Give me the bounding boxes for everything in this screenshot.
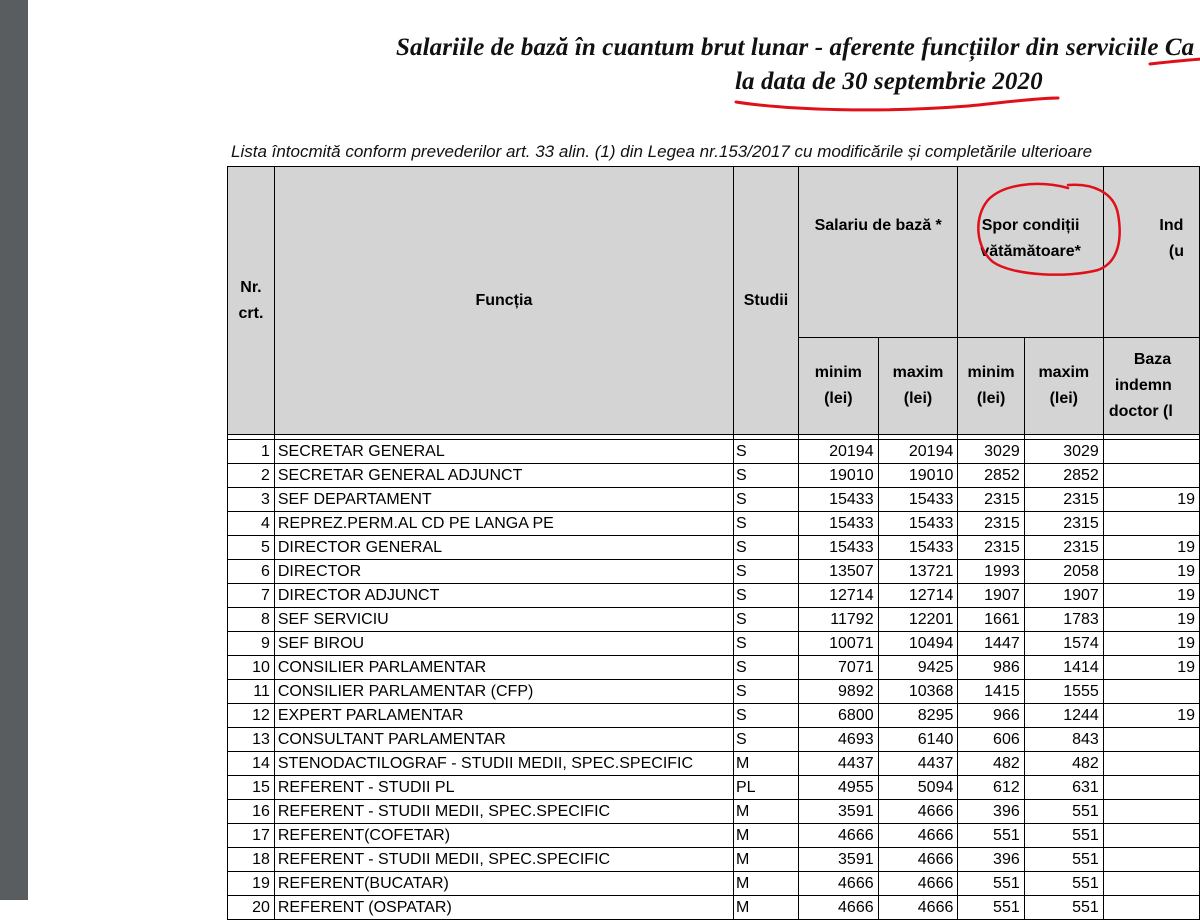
cell-functia: DIRECTOR ADJUNCT: [274, 584, 733, 608]
cell-nr: 8: [228, 608, 275, 632]
cell-spor-minim: 606: [958, 728, 1024, 752]
cell-functia: SEF BIROU: [274, 632, 733, 656]
cell-baza-indemnizatie: [1103, 680, 1199, 704]
cell-studii: PL: [733, 776, 798, 800]
cell-functia: CONSILIER PARLAMENTAR (CFP): [274, 680, 733, 704]
table-row: [228, 872, 1200, 896]
table-row: [228, 824, 1200, 848]
cell-spor-maxim: 3029: [1024, 440, 1103, 464]
cell-spor-maxim: 1907: [1024, 584, 1103, 608]
cell-salariu-maxim: 15433: [878, 512, 958, 536]
cell-functia: REFERENT - STUDII MEDII, SPEC.SPECIFIC: [274, 848, 733, 872]
header-sal-minim-unit: (lei): [824, 390, 853, 407]
cell-studii: S: [733, 536, 798, 560]
cell-baza-indemnizatie: [1103, 800, 1199, 824]
cell-nr: 12: [228, 704, 275, 728]
cell-spor-maxim: 1783: [1024, 608, 1103, 632]
table-row: [228, 896, 1200, 920]
header-sal-maxim: [878, 338, 958, 435]
table-row: [228, 488, 1200, 512]
cell-salariu-minim: 4666: [799, 824, 879, 848]
cell-salariu-minim: 12714: [799, 584, 879, 608]
cell-baza-indemnizatie: 19: [1103, 488, 1199, 512]
cell-functia: REFERENT(BUCATAR): [274, 872, 733, 896]
cell-functia: REFERENT (OSPATAR): [274, 896, 733, 920]
cell-spor-minim: 482: [958, 752, 1024, 776]
cell-functia: CONSILIER PARLAMENTAR: [274, 656, 733, 680]
cell-spor-maxim: 1555: [1024, 680, 1103, 704]
cell-salariu-minim: 7071: [799, 656, 879, 680]
table-row: [228, 464, 1200, 488]
cell-studii: S: [733, 656, 798, 680]
cell-salariu-minim: 3591: [799, 848, 879, 872]
cell-salariu-maxim: 4666: [878, 800, 958, 824]
header-sal-minim-label: minim: [814, 364, 862, 381]
header-studii: Studii: [733, 167, 798, 435]
cell-studii: S: [733, 632, 798, 656]
cell-studii: M: [733, 872, 798, 896]
cell-baza-indemnizatie: 19: [1103, 536, 1199, 560]
cell-baza-indemnizatie: 19: [1103, 584, 1199, 608]
header-baza-line1: Baza: [1133, 351, 1172, 368]
cell-nr: 1: [228, 440, 275, 464]
cell-studii: S: [733, 680, 798, 704]
cell-studii: M: [733, 896, 798, 920]
cell-spor-maxim: 551: [1024, 896, 1103, 920]
cell-studii: S: [733, 608, 798, 632]
cell-functia: DIRECTOR GENERAL: [274, 536, 733, 560]
cell-spor-maxim: 1414: [1024, 656, 1103, 680]
cell-functia: SECRETAR GENERAL: [274, 440, 733, 464]
cell-spor-maxim: 482: [1024, 752, 1103, 776]
document-subtitle: Lista întocmită conform prevederilor art. 33 alin. (1) din Legea nr.153/2017 cu modificările și completările ulterioare: [231, 142, 1093, 161]
cell-spor-maxim: 1574: [1024, 632, 1103, 656]
cell-salariu-maxim: 12714: [878, 584, 958, 608]
cell-spor-minim: 2315: [958, 512, 1024, 536]
cell-nr: 15: [228, 776, 275, 800]
cell-nr: 13: [228, 728, 275, 752]
cell-salariu-maxim: 8295: [878, 704, 958, 728]
cell-spor-minim: 396: [958, 800, 1024, 824]
cell-salariu-maxim: 5094: [878, 776, 958, 800]
header-indemnizatie: [1103, 167, 1199, 338]
cell-nr: 3: [228, 488, 275, 512]
table-row: [228, 728, 1200, 752]
cell-salariu-minim: 4437: [799, 752, 879, 776]
cell-studii: S: [733, 560, 798, 584]
cell-studii: M: [733, 752, 798, 776]
cell-spor-minim: 2315: [958, 488, 1024, 512]
cell-baza-indemnizatie: [1103, 512, 1199, 536]
cell-spor-maxim: 2315: [1024, 512, 1103, 536]
cell-baza-indemnizatie: [1103, 824, 1199, 848]
table-row: [228, 848, 1200, 872]
cell-baza-indemnizatie: [1103, 728, 1199, 752]
cell-spor-minim: 2315: [958, 536, 1024, 560]
cell-studii: M: [733, 824, 798, 848]
table-row: [228, 440, 1200, 464]
cell-spor-minim: 1447: [958, 632, 1024, 656]
header-sal-maxim-label: maxim: [892, 364, 944, 381]
cell-functia: DIRECTOR: [274, 560, 733, 584]
header-baza-line3: doctor (l: [1108, 403, 1173, 420]
cell-baza-indemnizatie: [1103, 752, 1199, 776]
header-spor-minim: [958, 338, 1024, 435]
cell-spor-minim: 551: [958, 872, 1024, 896]
header-baza: [1103, 338, 1199, 435]
cell-nr: 4: [228, 512, 275, 536]
cell-functia: EXPERT PARLAMENTAR: [274, 704, 733, 728]
cell-baza-indemnizatie: [1103, 440, 1199, 464]
table-row: [228, 752, 1200, 776]
cell-spor-minim: 3029: [958, 440, 1024, 464]
cell-spor-maxim: 1244: [1024, 704, 1103, 728]
table-row: [228, 656, 1200, 680]
cell-studii: S: [733, 728, 798, 752]
cell-nr: 5: [228, 536, 275, 560]
salary-table: [227, 166, 1200, 920]
cell-spor-maxim: 551: [1024, 800, 1103, 824]
cell-salariu-maxim: 4666: [878, 872, 958, 896]
cell-baza-indemnizatie: 19: [1103, 632, 1199, 656]
cell-nr: 14: [228, 752, 275, 776]
cell-spor-maxim: 2058: [1024, 560, 1103, 584]
cell-nr: 6: [228, 560, 275, 584]
header-ind-line1: Ind: [1159, 217, 1184, 234]
cell-studii: S: [733, 440, 798, 464]
cell-spor-maxim: 2315: [1024, 536, 1103, 560]
table-row: [228, 560, 1200, 584]
cell-salariu-minim: 13507: [799, 560, 879, 584]
cell-salariu-minim: 11792: [799, 608, 879, 632]
cell-salariu-minim: 6800: [799, 704, 879, 728]
cell-salariu-minim: 9892: [799, 680, 879, 704]
cell-functia: SEF SERVICIU: [274, 608, 733, 632]
cell-functia: REPREZ.PERM.AL CD PE LANGA PE: [274, 512, 733, 536]
cell-salariu-minim: 15433: [799, 488, 879, 512]
cell-salariu-maxim: 4666: [878, 824, 958, 848]
header-spor-maxim: [1024, 338, 1103, 435]
cell-salariu-maxim: 10494: [878, 632, 958, 656]
cell-nr: 11: [228, 680, 275, 704]
cell-salariu-minim: 4955: [799, 776, 879, 800]
header-sal-maxim-unit: (lei): [903, 390, 933, 407]
table-body: [228, 435, 1200, 920]
header-nr-line2: crt.: [238, 304, 264, 322]
cell-studii: S: [733, 464, 798, 488]
cell-spor-maxim: 843: [1024, 728, 1103, 752]
cell-studii: M: [733, 848, 798, 872]
cell-baza-indemnizatie: 19: [1103, 704, 1199, 728]
cell-salariu-maxim: 15433: [878, 536, 958, 560]
cell-salariu-maxim: 10368: [878, 680, 958, 704]
header-nr: [228, 167, 275, 435]
cell-spor-minim: 2852: [958, 464, 1024, 488]
cell-salariu-maxim: 13721: [878, 560, 958, 584]
cell-nr: 17: [228, 824, 275, 848]
cell-spor-minim: 1993: [958, 560, 1024, 584]
cell-spor-maxim: 2315: [1024, 488, 1103, 512]
table-row: [228, 680, 1200, 704]
cell-functia: REFERENT - STUDII PL: [274, 776, 733, 800]
cell-studii: S: [733, 704, 798, 728]
cell-nr: 7: [228, 584, 275, 608]
cell-spor-maxim: 2852: [1024, 464, 1103, 488]
cell-spor-minim: 1415: [958, 680, 1024, 704]
cell-nr: 18: [228, 848, 275, 872]
cell-salariu-minim: 10071: [799, 632, 879, 656]
header-spor-minim-unit: (lei): [976, 390, 1006, 407]
cell-spor-maxim: 631: [1024, 776, 1103, 800]
cell-baza-indemnizatie: 19: [1103, 656, 1199, 680]
cell-salariu-minim: 4693: [799, 728, 879, 752]
cell-functia: CONSULTANT PARLAMENTAR: [274, 728, 733, 752]
cell-spor-minim: 396: [958, 848, 1024, 872]
cell-nr: 20: [228, 896, 275, 920]
cell-spor-minim: 1907: [958, 584, 1024, 608]
cell-nr: 16: [228, 800, 275, 824]
document-title-line1: Salariile de bază în cuantum brut lunar - aferente funcțiilor din serviciile Ca: [396, 34, 1195, 61]
cell-salariu-minim: 4666: [799, 896, 879, 920]
cell-baza-indemnizatie: [1103, 848, 1199, 872]
cell-functia: SEF DEPARTAMENT: [274, 488, 733, 512]
cell-baza-indemnizatie: [1103, 896, 1199, 920]
cell-baza-indemnizatie: 19: [1103, 560, 1199, 584]
header-spor-line1: Spor condiții: [981, 217, 1080, 234]
cell-salariu-maxim: 4666: [878, 896, 958, 920]
cell-spor-minim: 551: [958, 896, 1024, 920]
cell-nr: 9: [228, 632, 275, 656]
header-spor-maxim-label: maxim: [1038, 364, 1090, 381]
cell-functia: REFERENT - STUDII MEDII, SPEC.SPECIFIC: [274, 800, 733, 824]
cell-baza-indemnizatie: [1103, 464, 1199, 488]
viewer-left-gutter: [0, 0, 28, 900]
header-spor: [958, 167, 1103, 338]
cell-salariu-maxim: 20194: [878, 440, 958, 464]
table-row: [228, 584, 1200, 608]
cell-salariu-minim: 3591: [799, 800, 879, 824]
table-row: [228, 632, 1200, 656]
header-spor-minim-label: minim: [967, 364, 1015, 381]
cell-studii: S: [733, 488, 798, 512]
cell-salariu-maxim: 15433: [878, 488, 958, 512]
document-title-line2: la data de 30 septembrie 2020: [735, 68, 1043, 95]
cell-salariu-maxim: 12201: [878, 608, 958, 632]
cell-studii: M: [733, 800, 798, 824]
cell-salariu-maxim: 6140: [878, 728, 958, 752]
cell-salariu-minim: 4666: [799, 872, 879, 896]
header-spor-maxim-unit: (lei): [1049, 390, 1079, 407]
cell-baza-indemnizatie: 19: [1103, 608, 1199, 632]
cell-spor-minim: 986: [958, 656, 1024, 680]
table-row: [228, 776, 1200, 800]
cell-spor-minim: 551: [958, 824, 1024, 848]
table-row: [228, 536, 1200, 560]
cell-spor-maxim: 551: [1024, 824, 1103, 848]
header-baza-line2: indemn: [1114, 377, 1172, 394]
table-row: [228, 512, 1200, 536]
cell-salariu-maxim: 4666: [878, 848, 958, 872]
cell-salariu-maxim: 9425: [878, 656, 958, 680]
cell-salariu-minim: 15433: [799, 512, 879, 536]
header-sal-minim: [799, 338, 879, 435]
table-row: [228, 608, 1200, 632]
cell-salariu-minim: 19010: [799, 464, 879, 488]
cell-salariu-minim: 15433: [799, 536, 879, 560]
cell-studii: S: [733, 584, 798, 608]
header-functia: Funcția: [274, 167, 733, 435]
header-nr-line1: Nr.: [240, 278, 262, 296]
cell-nr: 19: [228, 872, 275, 896]
cell-salariu-maxim: 19010: [878, 464, 958, 488]
cell-studii: S: [733, 512, 798, 536]
header-spor-line2: vătămătoare*: [980, 243, 1081, 260]
cell-spor-maxim: 551: [1024, 848, 1103, 872]
cell-spor-minim: 966: [958, 704, 1024, 728]
cell-functia: SECRETAR GENERAL ADJUNCT: [274, 464, 733, 488]
cell-baza-indemnizatie: [1103, 872, 1199, 896]
cell-functia: STENODACTILOGRAF - STUDII MEDII, SPEC.SPECIFIC: [274, 752, 733, 776]
cell-salariu-minim: 20194: [799, 440, 879, 464]
cell-salariu-maxim: 4437: [878, 752, 958, 776]
cell-nr: 10: [228, 656, 275, 680]
header-salariu: Salariu de bază *: [799, 167, 958, 338]
red-underline-date: [736, 98, 1058, 110]
header-ind-line2: (u: [1168, 243, 1184, 260]
cell-baza-indemnizatie: [1103, 776, 1199, 800]
cell-nr: 2: [228, 464, 275, 488]
cell-spor-maxim: 551: [1024, 872, 1103, 896]
table-row: [228, 704, 1200, 728]
cell-spor-minim: 1661: [958, 608, 1024, 632]
table-row: [228, 800, 1200, 824]
cell-spor-minim: 612: [958, 776, 1024, 800]
cell-functia: REFERENT(COFETAR): [274, 824, 733, 848]
document-page[interactable]: [28, 0, 1200, 916]
